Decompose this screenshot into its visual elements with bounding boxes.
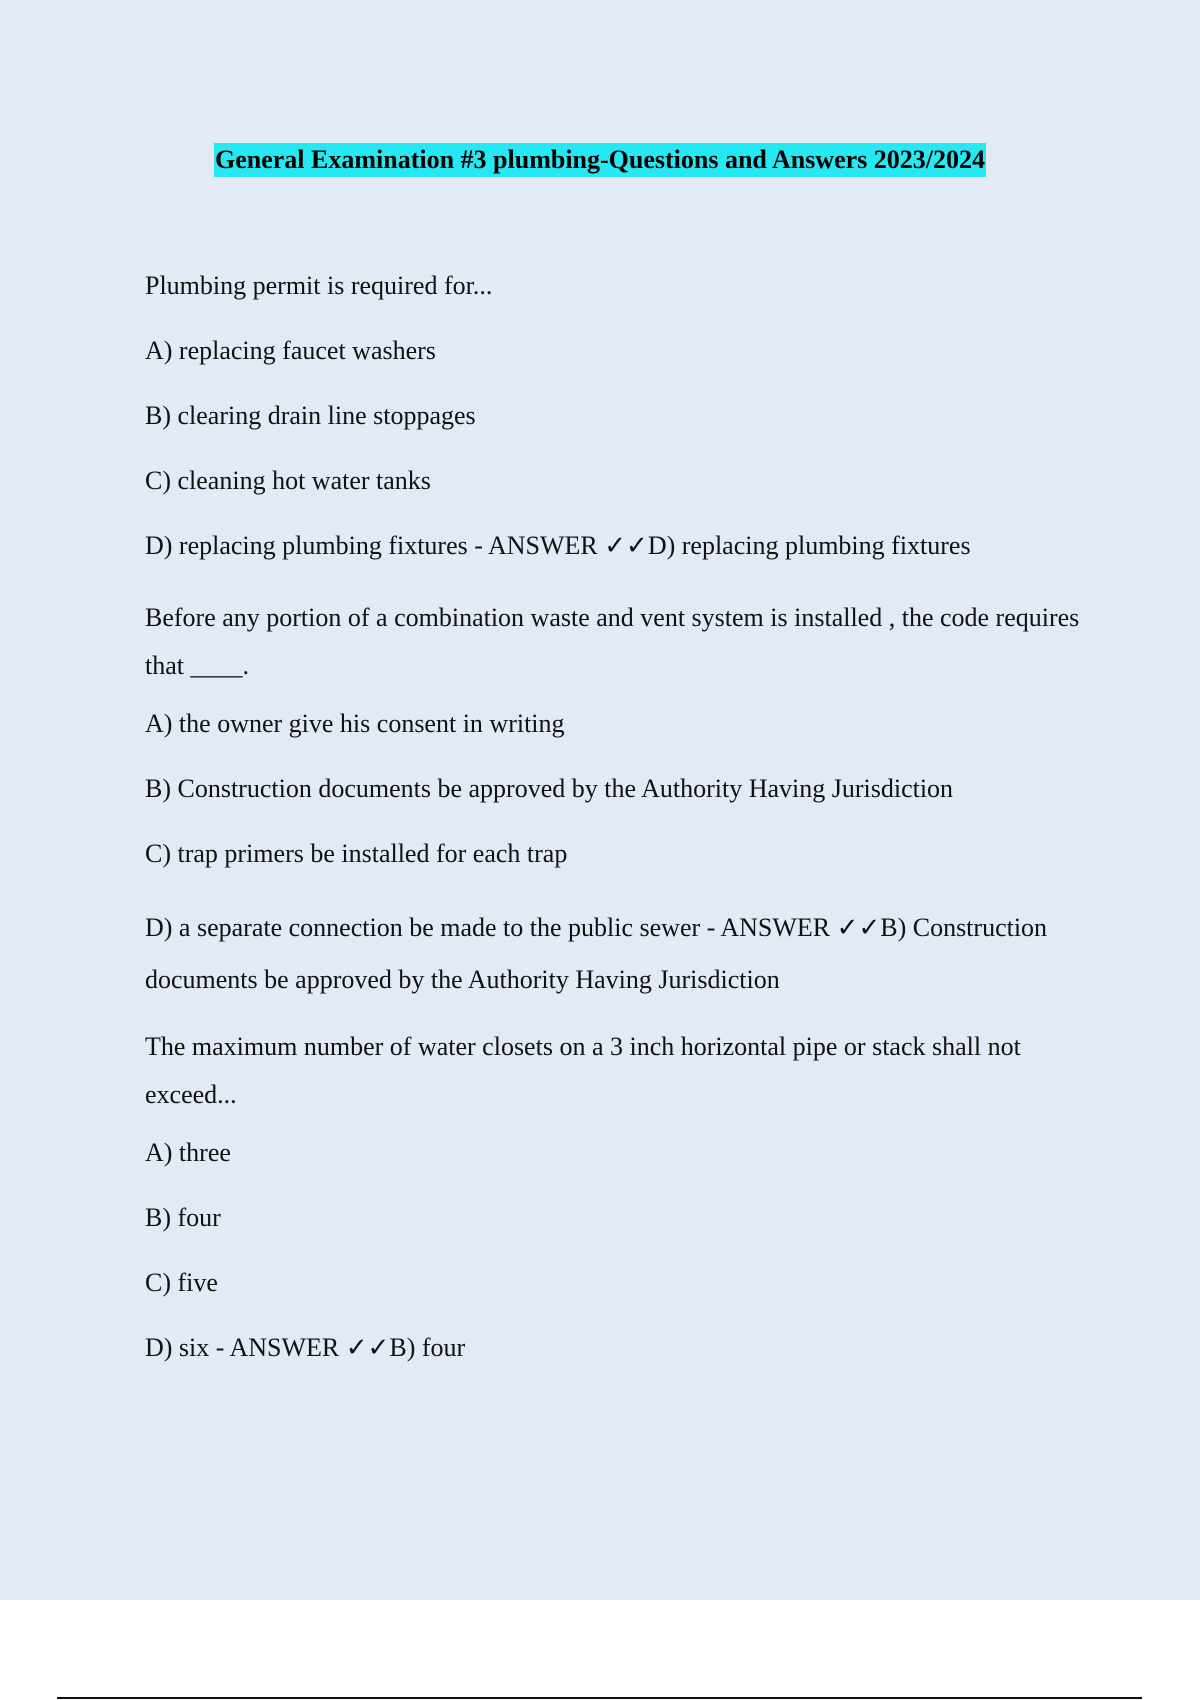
question-block-3 bbox=[145, 1023, 1085, 1365]
option-b: B) four bbox=[145, 1203, 221, 1232]
option-d-answer: D) six - ANSWER ✓✓B) four bbox=[145, 1333, 466, 1362]
option-d-answer: D) replacing plumbing fixtures - ANSWER ✓✓D) replacing plumbing fixtures bbox=[145, 531, 971, 560]
document-title: General Examination #3 plumbing-Questions and Answers 2023/2024 bbox=[214, 143, 986, 177]
questions-content bbox=[145, 269, 1085, 1396]
option-c: C) five bbox=[145, 1268, 218, 1297]
option-d-answer: D) a separate connection be made to the public sewer - ANSWER ✓✓B) Construction documents be approved by the Authority Having Jurisdiction bbox=[145, 913, 1048, 994]
question-block-2 bbox=[145, 594, 1085, 1006]
option-a: A) the owner give his consent in writing bbox=[145, 709, 565, 738]
option-b: B) clearing drain line stoppages bbox=[145, 401, 476, 430]
question-text: The maximum number of water closets on a 3 inch horizontal pipe or stack shall not exceed... bbox=[145, 1032, 1021, 1109]
title-container bbox=[0, 143, 1200, 177]
question-block-1 bbox=[145, 269, 1085, 563]
option-a: A) replacing faucet washers bbox=[145, 336, 436, 365]
option-c: C) trap primers be installed for each trap bbox=[145, 839, 568, 868]
option-b: B) Construction documents be approved by the Authority Having Jurisdiction bbox=[145, 774, 954, 803]
footer-divider bbox=[57, 1697, 1142, 1699]
question-text: Before any portion of a combination waste and vent system is installed , the code requires that ____. bbox=[145, 603, 1080, 680]
option-c: C) cleaning hot water tanks bbox=[145, 466, 431, 495]
question-text: Plumbing permit is required for... bbox=[145, 271, 493, 300]
option-a: A) three bbox=[145, 1138, 231, 1167]
